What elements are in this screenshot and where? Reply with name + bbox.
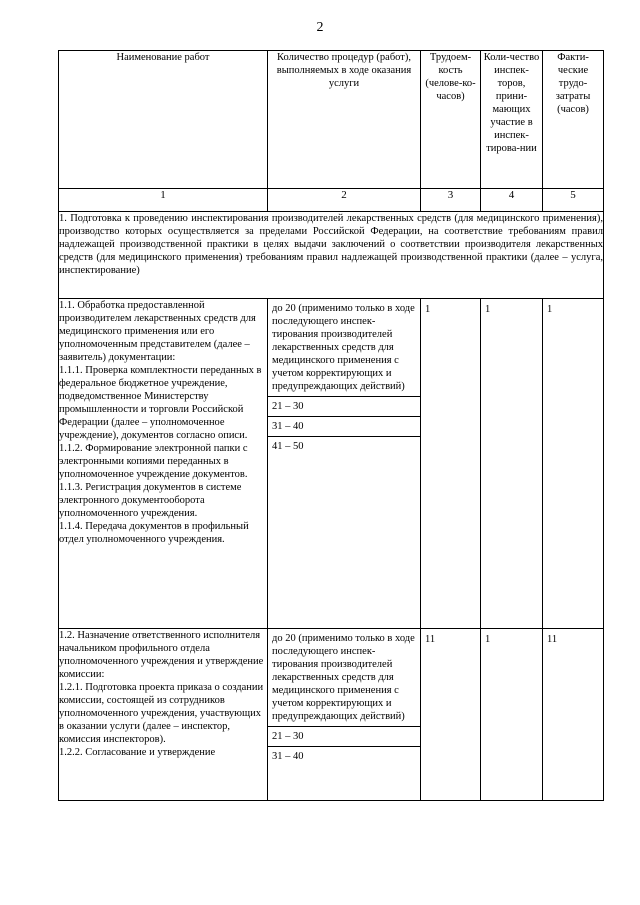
- section-row: [59, 212, 604, 299]
- work-description: [59, 629, 268, 801]
- actual-value: 1: [547, 304, 553, 315]
- header-labor-intensity: Трудоем-кость (челове-ко-часов): [421, 51, 481, 189]
- header-actual-labor: Факти-ческие трудо-затраты (часов): [543, 51, 604, 189]
- column-number: 2: [268, 189, 421, 212]
- header-procedures-count: Количество процедур (работ), выполняемых в ходе оказания услуги: [268, 51, 421, 189]
- procedures-cell: [268, 629, 421, 801]
- inspectors-cell: [481, 629, 543, 801]
- actual-value: 11: [547, 634, 558, 645]
- labor-cell: [421, 629, 481, 801]
- actual-cell: [543, 299, 604, 629]
- page-number: 2: [316, 20, 324, 35]
- table-row: [59, 299, 604, 629]
- procedure-range: 31 – 40: [272, 751, 304, 762]
- actual-cell: [543, 629, 604, 801]
- table-row: [59, 629, 604, 801]
- labor-table: [58, 50, 604, 801]
- procedure-range: до 20 (применимо только в ходе последующего инспек-тирования производителей лекарственных средств для медицинского применения с учетом корректирующих и предупреждающих действий): [268, 629, 420, 727]
- procedure-range: 31 – 40: [268, 417, 420, 437]
- procedure-range: 21 – 30: [268, 397, 420, 417]
- work-text: 1.2. Назначение ответственного исполнителя начальником профильного отдела уполномоченного учреждения и утверждение комиссии: 1.2.1. Подготовка проекта приказа о создании комиссии, состоящей из сотрудников уполномоченного учреждения, участвующих в оказании услуги (далее – инспектор, комиссия инспекторов). 1.2.2. Согласование и утверждение: [59, 630, 264, 758]
- labor-value: 11: [425, 634, 436, 645]
- labor-cell: [421, 299, 481, 629]
- header-work-name: Наименование работ: [59, 51, 268, 189]
- section-heading: 1. Подготовка к проведению инспектирования производителей лекарственных средств (для медицинского применения), производство которых осуществляется за пределами Российской Федерации, на соответствие требованиям правил надлежащей производственной практики в целях выдачи заключений о соответствии производителя лекарственных средств (для медицинского применения) требованиям правил надлежащей производственной практики (далее – услуга, инспектирование): [59, 212, 604, 299]
- procedure-range: 21 – 30: [268, 727, 420, 747]
- procedure-range: 41 – 50: [272, 441, 304, 452]
- column-number: 3: [421, 189, 481, 212]
- inspectors-cell: [481, 299, 543, 629]
- column-number: 4: [481, 189, 543, 212]
- column-number: 1: [59, 189, 268, 212]
- work-text: 1.1. Обработка предоставленной производителем лекарственных средств для медицинского применения или его уполномоченным представителем (далее – заявитель) документации: 1.1.1. Проверка комплектности переданных в федеральное бюджетное учреждение, подведомственное Министерству промышленности и торговли Российской Федерации (далее – уполномоченное учреждение), документов согласно описи. 1.1.2. Формирование электронной папки с электронными копиями переданных в уполномоченное учреждение документов. 1.1.3. Регистрация документов в системе электронного документооборота уполномоченного учреждения. 1.1.4. Передача документов в профильный отдел уполномоченного учреждения.: [59, 300, 262, 545]
- labor-value: 1: [425, 304, 431, 315]
- inspectors-value: 1: [485, 304, 491, 315]
- column-number: 5: [543, 189, 604, 212]
- inspectors-value: 1: [485, 634, 491, 645]
- procedures-cell: [268, 299, 421, 629]
- work-description: [59, 299, 268, 629]
- column-numbers-row: [59, 189, 604, 212]
- header-inspectors-count: Коли-чество инспек-торов, прини-мающих участие в инспек-тирова-нии: [481, 51, 543, 189]
- header-row: [59, 51, 604, 189]
- procedure-range: до 20 (применимо только в ходе последующего инспек-тирования производителей лекарственных средств для медицинского применения с учетом корректирующих и предупреждающих действий): [268, 299, 420, 397]
